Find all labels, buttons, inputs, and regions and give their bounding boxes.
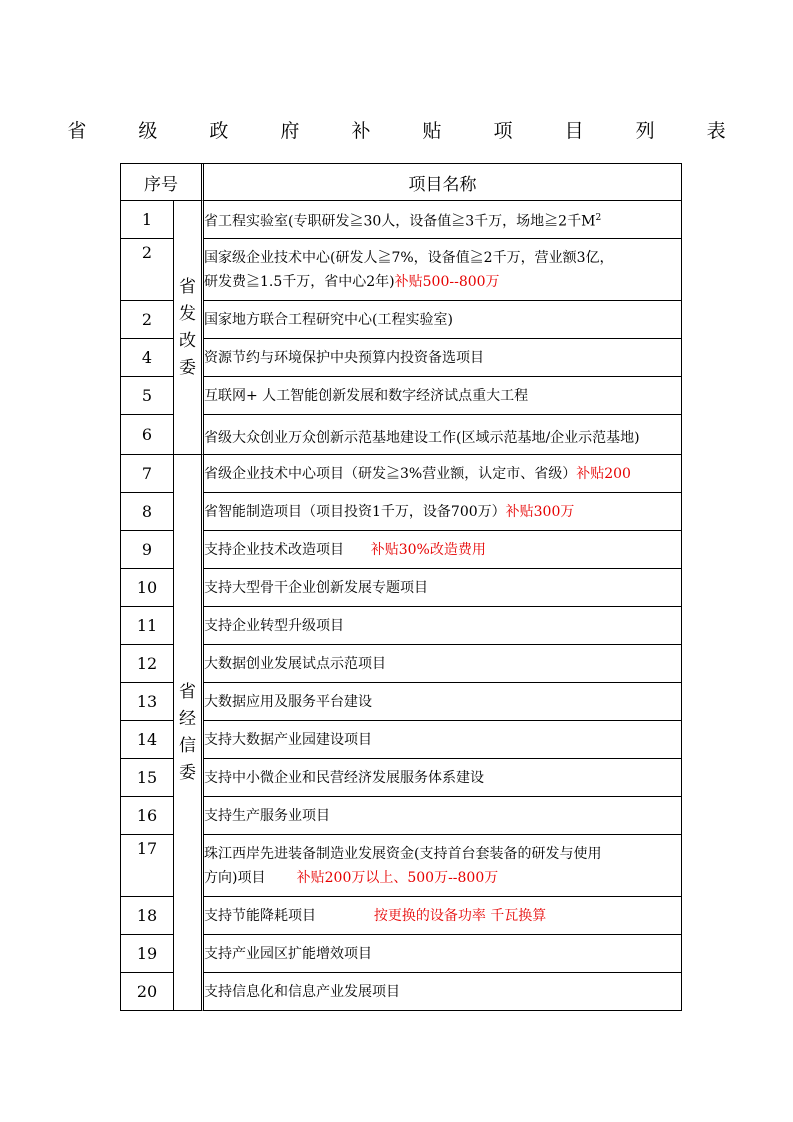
header-number: 序号: [121, 164, 204, 201]
dept-char: 省: [179, 276, 196, 297]
table-row: [121, 531, 682, 569]
row-name: 国家地方联合工程研究中心(工程实验室): [204, 301, 682, 339]
row-name: 资源节约与环境保护中央预算内投资备选项目: [204, 339, 682, 377]
dept-char: 信: [179, 735, 196, 756]
subsidy-note: 补贴200: [576, 465, 631, 482]
row-number: 20: [121, 973, 174, 1011]
row-number: 19: [121, 935, 174, 973]
row-number: 6: [121, 415, 174, 455]
table-row: [121, 897, 682, 935]
row-number: 12: [121, 645, 174, 683]
subsidy-note: 补贴200万以上、500万--800万: [296, 869, 499, 886]
table-row: [121, 301, 682, 339]
table-row: [121, 377, 682, 415]
dept-char: 经: [179, 708, 196, 729]
subsidy-table: [120, 163, 682, 1011]
row-name: 支持企业转型升级项目: [204, 607, 682, 645]
dept-char: 委: [179, 762, 196, 783]
row-name: 珠江西岸先进装备制造业发展资金(支持首台套装备的研发与使用 方向)项目 补贴200万以上、500万--800万: [204, 835, 682, 897]
table-row: [121, 973, 682, 1011]
dept-cell-ndrc: [174, 201, 204, 455]
clipped-text: 省级大众创业万众创新示范基地建设工作(区域示范基地/企业示范基地): [204, 430, 640, 446]
table-row: [121, 569, 682, 607]
dept-char: 改: [179, 330, 196, 351]
row-name: 支持大型骨干企业创新发展专题项目: [204, 569, 682, 607]
table-row: [121, 797, 682, 835]
table-row: [121, 493, 682, 531]
row-number: 8: [121, 493, 174, 531]
subsidy-note: 补贴30%改造费用: [370, 541, 486, 558]
subsidy-note: 补贴500--800万: [394, 273, 500, 290]
row-name: 省工程实验室(专职研发≧30人，设备值≧3千万，场地≧2千$M^2$: [204, 201, 682, 239]
table-row: [121, 683, 682, 721]
subsidy-note: 按更换的设备功率 千瓦换算: [373, 907, 547, 924]
superscript: 2: [595, 212, 602, 223]
row-name: 大数据应用及服务平台建设: [204, 683, 682, 721]
row-number: 7: [121, 455, 174, 493]
table-row: [121, 201, 682, 239]
row-name: 支持企业技术改造项目 补贴30%改造费用: [204, 531, 682, 569]
row-number: 11: [121, 607, 174, 645]
table-row: [121, 607, 682, 645]
row-name: 支持产业园区扩能增效项目: [204, 935, 682, 973]
table-row: [121, 935, 682, 973]
header-row: [121, 164, 682, 201]
table-row: [121, 759, 682, 797]
row-name: 互联网+ 人工智能创新发展和数字经济试点重大工程: [204, 377, 682, 415]
row-number: 17: [121, 835, 174, 897]
row-name: 支持节能降耗项目 按更换的设备功率 千瓦换算: [204, 897, 682, 935]
row-name: 省级企业技术中心项目（研发≧3%营业额，认定市、省级）补贴200: [204, 455, 682, 493]
row-number: 9: [121, 531, 174, 569]
row-number: 14: [121, 721, 174, 759]
row-name: 省智能制造项目（项目投资1千万，设备700万）补贴300万: [204, 493, 682, 531]
row-number: 10: [121, 569, 174, 607]
row-number: 4: [121, 339, 174, 377]
subsidy-note: 补贴300万: [505, 503, 575, 520]
dept-char: 委: [179, 357, 196, 378]
table-row: [121, 645, 682, 683]
table-row: [121, 721, 682, 759]
row-name: 大数据创业发展试点示范项目: [204, 645, 682, 683]
page-title: 省 级 政 府 补 贴 项 目 列 表: [67, 120, 749, 142]
table-row: [121, 455, 682, 493]
table-row: [121, 835, 682, 897]
row-name: 支持生产服务业项目: [204, 797, 682, 835]
row-name: [204, 415, 682, 455]
row-name: 支持大数据产业园建设项目: [204, 721, 682, 759]
row-name: 支持中小微企业和民营经济发展服务体系建设: [204, 759, 682, 797]
row-number: 5: [121, 377, 174, 415]
table-row: [121, 339, 682, 377]
row-number: 15: [121, 759, 174, 797]
dept-char: 省: [179, 681, 196, 702]
table-row: [121, 239, 682, 301]
row-number: 13: [121, 683, 174, 721]
row-number: 16: [121, 797, 174, 835]
dept-cell-eitc: [174, 455, 204, 1011]
row-number: 2: [121, 301, 174, 339]
header-name: 项目名称: [204, 164, 682, 201]
row-name: 支持信息化和信息产业发展项目: [204, 973, 682, 1011]
row-number: 18: [121, 897, 174, 935]
row-number: 1: [121, 201, 174, 239]
row-name: 国家级企业技术中心(研发人≧7%，设备值≧2千万，营业额3亿， 研发费≧1.5千万，省中心2年)补贴500--800万: [204, 239, 682, 301]
dept-char: 发: [179, 303, 196, 324]
table-row: [121, 415, 682, 455]
row-number: 2: [121, 239, 174, 301]
